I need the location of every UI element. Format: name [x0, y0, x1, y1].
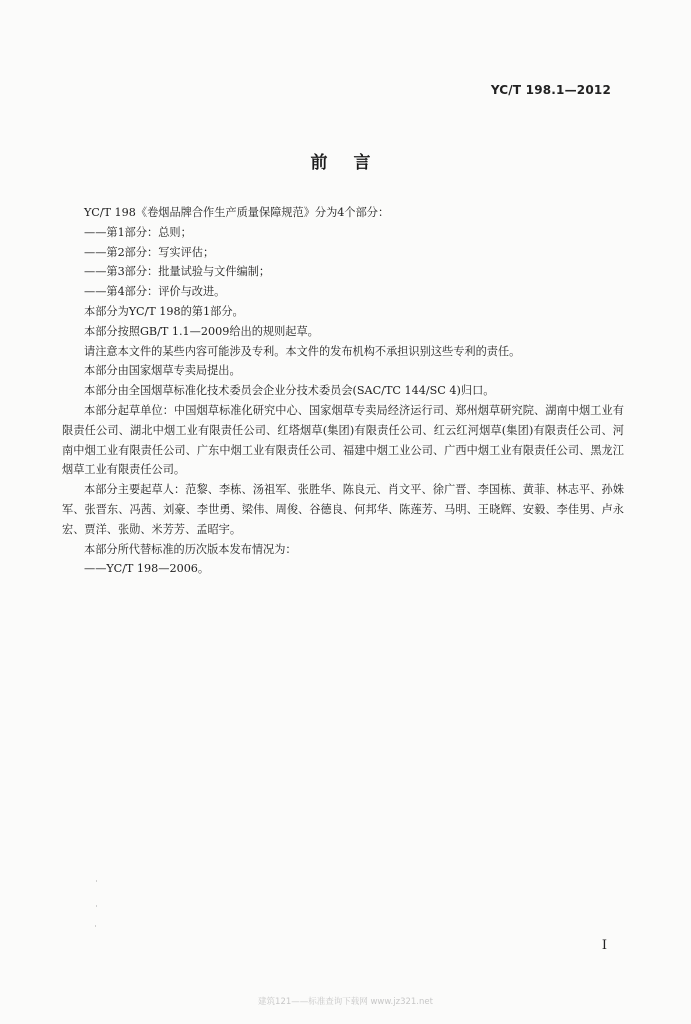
scan-speck [96, 905, 97, 907]
list-item-part-1: ——第1部分：总则； [84, 225, 192, 239]
list-item-part-3: ——第3部分：批量试验与文件编制； [84, 265, 271, 279]
standard-number: YC/T 198.1—2012 [490, 83, 611, 97]
paragraph-proposed-by: 本部分由国家烟草专卖局提出。 [84, 364, 241, 378]
list-item-part-2: ——第2部分：写实评估； [84, 245, 215, 259]
paragraph-drafting-organizations: 本部分起草单位：中国烟草标准化研究中心、国家烟草专卖局经济运行司、郑州烟草研究院、湖南中烟工业有限责任公司、湖北中烟工业有限责任公司、红塔烟草(集团)有限责任公司、红云红河烟草(集团)有限责任公司、河南中烟工业有限责任公司、广东中烟工业有限责任公司、福建中烟工业公司、广西中烟工业有限责任公司、黑龙江烟草工业有限责任公司。 [62, 403, 624, 477]
paragraph-part-statement: 本部分为YC/T 198的第1部分。 [84, 304, 244, 318]
paragraph-previous-editions: 本部分所代替标准的历次版本发布情况为： [84, 542, 297, 556]
scan-speck [95, 925, 96, 927]
paragraph-patent-notice: 请注意本文件的某些内容可能涉及专利。本文件的发布机构不承担识别这些专利的责任。 [84, 344, 521, 358]
footer-watermark: 建筑121——标准查询下载网 www.jz321.net [258, 997, 433, 1007]
page-title: 前 言 [310, 153, 381, 173]
scan-speck [96, 880, 97, 882]
paragraph-drafting-rules: 本部分按照GB/T 1.1—2009给出的规则起草。 [84, 324, 319, 338]
list-item-previous-edition: ——YC/T 198—2006。 [84, 562, 210, 576]
paragraph-intro: YC/T 198《卷烟品牌合作生产质量保障规范》分为4个部分： [84, 206, 390, 219]
paragraph-drafters: 本部分主要起草人：范黎、李栋、汤祖军、张胜华、陈良元、肖文平、徐广晋、李国栋、黄菲、林志平、孙姝军、张晋东、冯茜、刘豪、李世勇、梁伟、周俊、谷德良、何邦华、陈莲芳、马明、王晓辉、安毅、李佳男、卢永宏、贾洋、张勋、米芳芳、孟昭宇。 [62, 483, 624, 536]
page-number: I [601, 938, 607, 953]
foreword-body [62, 203, 624, 579]
list-item-part-4: ——第4部分：评价与改进。 [84, 285, 226, 299]
paragraph-technical-committee: 本部分由全国烟草标准化技术委员会企业分技术委员会(SAC/TC 144/SC 4)归口。 [84, 384, 495, 398]
